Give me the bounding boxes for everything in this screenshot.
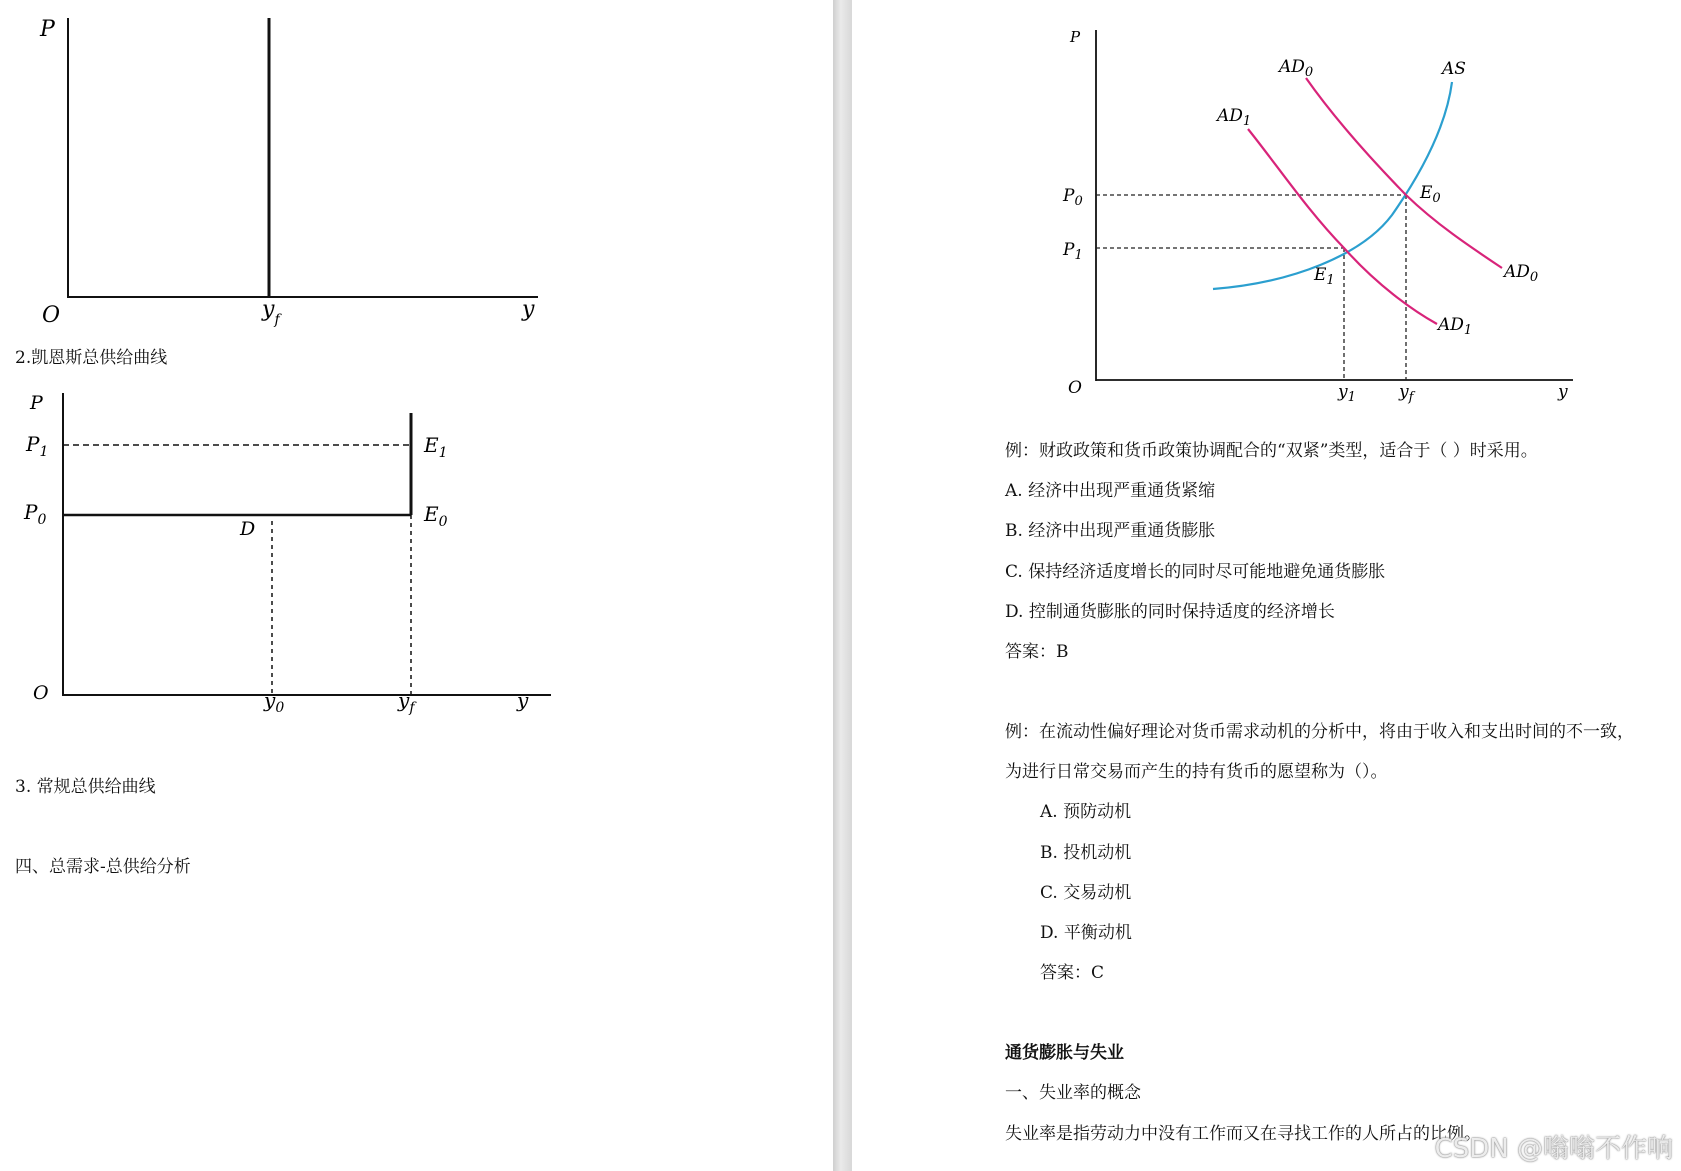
yf-label: $y_f$ bbox=[1399, 382, 1414, 405]
question1-stem: 例：财政政策和货币政策协调配合的“双紧”类型，适合于（ ）时采用。 bbox=[1005, 441, 1538, 461]
e1-label: $E_1$ bbox=[424, 433, 448, 461]
x-axis-label: y bbox=[517, 688, 529, 712]
y-axis-label: P bbox=[40, 17, 55, 42]
question2-answer: 答案：C bbox=[1040, 963, 1105, 983]
y-axis-label: P bbox=[1070, 28, 1081, 46]
origin-label: O bbox=[1068, 378, 1082, 398]
question2-stem-line2: 为进行日常交易而产生的持有货币的愿望称为（）。 bbox=[1005, 762, 1388, 782]
ad1-curve bbox=[1248, 129, 1437, 324]
yf-label: $y_f$ bbox=[262, 297, 280, 328]
page-gutter bbox=[833, 0, 852, 1171]
subheading-unemployment-rate: 一、失业率的概念 bbox=[1005, 1083, 1141, 1103]
section-heading-inflation-unemployment: 通货膨胀与失业 bbox=[1005, 1043, 1124, 1063]
question1-option-c: C. 保持经济适度增长的同时尽可能地避免通货膨胀 bbox=[1005, 562, 1386, 582]
origin-label: O bbox=[42, 303, 61, 328]
ad1-right-label: $AD_1$ bbox=[1438, 315, 1473, 338]
document-page-right bbox=[852, 0, 1681, 1171]
caption-conventional-as: 3. 常规总供给曲线 bbox=[15, 777, 156, 797]
e0-label: $E_0$ bbox=[1420, 183, 1441, 206]
classical-as-chart bbox=[0, 0, 833, 340]
ad1-top-label: $AD_1$ bbox=[1217, 106, 1252, 129]
as-label: AS bbox=[1442, 59, 1466, 79]
y0-label: $y_0$ bbox=[264, 688, 285, 716]
d-label: D bbox=[240, 518, 256, 540]
e0-label: $E_0$ bbox=[424, 502, 448, 530]
ad0-top-label: $AD_0$ bbox=[1279, 57, 1314, 80]
question2-option-b: B. 投机动机 bbox=[1040, 843, 1132, 863]
question2-option-d: D. 平衡动机 bbox=[1040, 923, 1132, 943]
question1-option-a: A. 经济中出现严重通货紧缩 bbox=[1005, 481, 1216, 501]
yf-label: $y_f$ bbox=[398, 688, 415, 716]
keynesian-as-chart bbox=[0, 385, 833, 725]
p1-label: $P_1$ bbox=[26, 432, 49, 460]
p1-label: $P_1$ bbox=[1063, 240, 1083, 263]
unemployment-definition: 失业率是指劳动力中没有工作而又在寻找工作的人所占的比例。 bbox=[1005, 1124, 1481, 1144]
document-page-left bbox=[0, 0, 833, 1171]
e1-label: $E_1$ bbox=[1314, 265, 1335, 288]
p0-label: $P_0$ bbox=[1063, 186, 1083, 209]
section-heading-ad-as: 四、总需求-总供给分析 bbox=[15, 857, 191, 877]
p0-label: $P_0$ bbox=[24, 500, 47, 528]
y1-label: $y_1$ bbox=[1338, 382, 1356, 405]
question2-stem-line1: 例：在流动性偏好理论对货币需求动机的分析中，将由于收入和支出时间的不一致， bbox=[1005, 722, 1634, 742]
x-axis-label: y bbox=[1558, 382, 1568, 402]
question2-option-c: C. 交易动机 bbox=[1040, 883, 1132, 903]
ad0-right-label: $AD_0$ bbox=[1504, 262, 1539, 285]
caption-keynesian-as: 2.凯恩斯总供给曲线 bbox=[15, 348, 168, 368]
x-axis-label: y bbox=[522, 297, 535, 322]
csdn-watermark: CSDN @嗡嗡不作响 bbox=[1434, 1134, 1673, 1164]
ad-as-chart bbox=[852, 0, 1681, 420]
question2-option-a: A. 预防动机 bbox=[1040, 802, 1132, 822]
y-axis-label: P bbox=[30, 392, 43, 414]
question1-answer: 答案：B bbox=[1005, 642, 1069, 662]
question1-option-d: D. 控制通货膨胀的同时保持适度的经济增长 bbox=[1005, 602, 1335, 622]
question1-option-b: B. 经济中出现严重通货膨胀 bbox=[1005, 521, 1216, 541]
origin-label: O bbox=[33, 682, 49, 704]
